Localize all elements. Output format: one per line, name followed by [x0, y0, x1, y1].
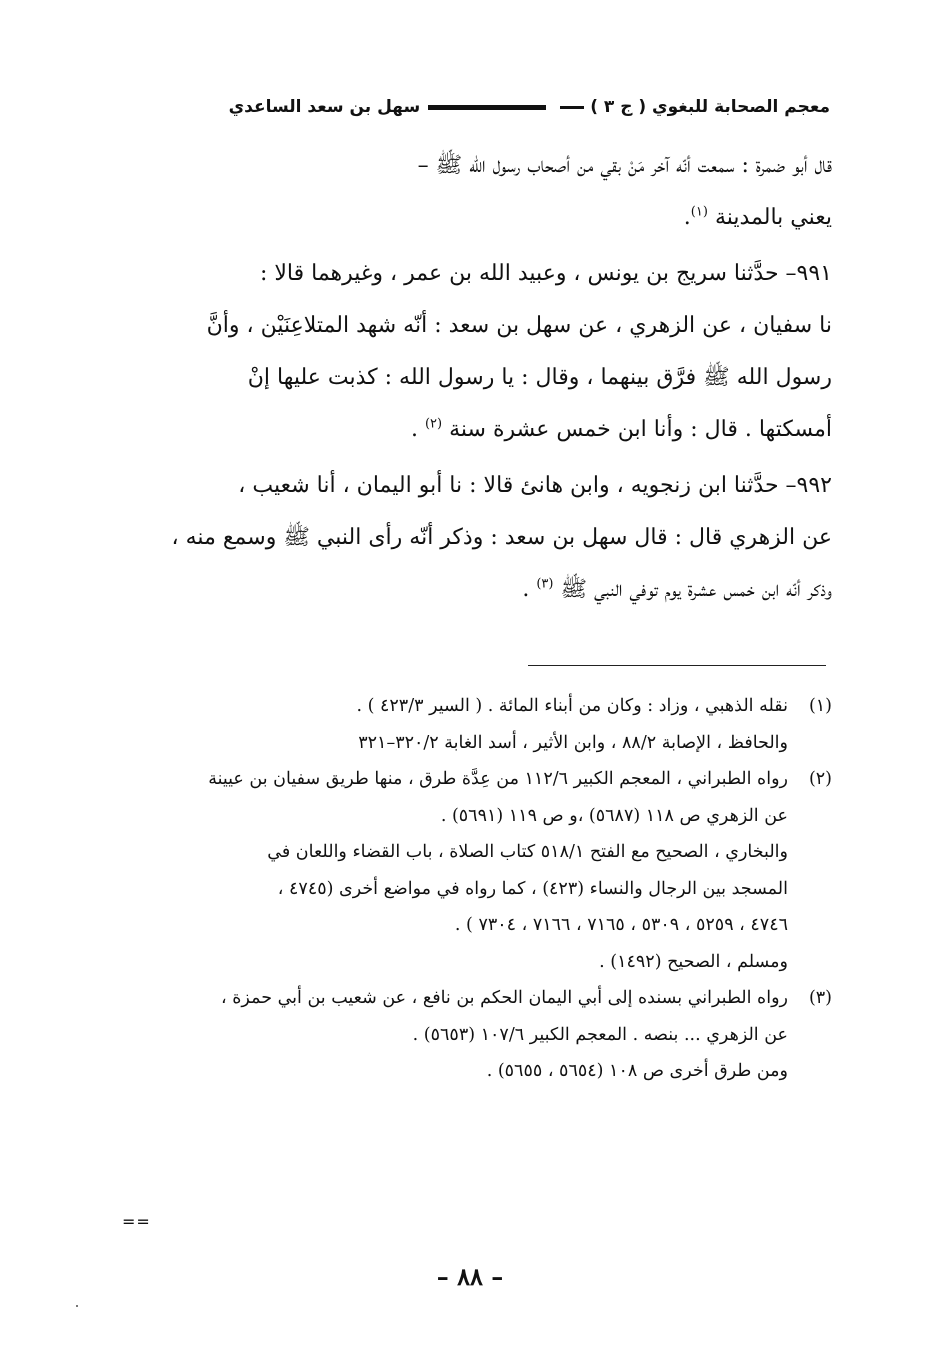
footnote-1: [110, 688, 832, 761]
footnote-line: [110, 980, 832, 1017]
header-book-title: معجم الصحابة للبغوي ( ج ٣ ): [590, 97, 830, 117]
header-section-title: سهل بن سعد الساعدي: [228, 97, 421, 117]
paragraph-992: [110, 460, 832, 616]
footnote-line: [110, 761, 832, 798]
footnotes: [110, 688, 832, 1090]
text-line: يعني بالمدينة $^{(١)}$.: [683, 204, 832, 230]
footnote-line: المسجد بين الرجال والنساء (٤٢٣) ، كما رواه في مواضع أخرى (٤٧٤٥ ،: [277, 878, 788, 899]
main-text: [110, 140, 832, 616]
page-number: – ٨٨ –: [436, 1262, 504, 1291]
header-rule-long: [428, 105, 546, 110]
text-line: قال أبو ضمرة : سمعت أنّه آخر مَنْ بقي من أصحاب رسول الله ﷺ –: [417, 153, 832, 178]
footnote-2: [110, 761, 832, 980]
text-line: عن الزهري قال : قال سهل بن سعد : وذكر أنّه رأى النبي ﷺ وسمع منه ،: [171, 525, 832, 550]
footnote-line: والحافظ ، الإصابة ٨٨/٢ ، وابن الأثير ، أسد الغابة ٣٢٠/٢–٣٢١: [358, 732, 788, 753]
footnote-line: ٤٧٤٦ ، ٥٢٥٩ ، ٥٣٠٩ ، ٧١٦٥ ، ٧١٦٦ ، ٧٣٠٤ ) .: [454, 915, 788, 935]
footnote-separator: [528, 665, 826, 666]
footnote-line: عن الزهري ص ١١٨ (٥٦٨٧) ،و ص ١١٩ (٥٦٩١) .: [440, 805, 788, 826]
footnote-ref-2[interactable]: (٢): [424, 416, 443, 432]
text-line: وذكر أنّه ابن خمس عشرة يوم توفي النبي ﷺ $^{(٣)}$ .: [522, 576, 832, 602]
text-line: أمسكتها . قال : وأنا ابن خمس عشرة سنة $^{(٢)}$ .: [410, 416, 832, 442]
text-line: ٩٩١– حدَّثنا سريج بن يونس ، وعبيد الله بن عمر ، وغيرهما قالا :: [259, 261, 832, 286]
paragraph-991: [110, 248, 832, 456]
footnote-text: رواه الطبراني ، المعجم الكبير ١١٢/٦ من عِدَّة طرق ، منها طريق سفيان بن عيينة: [208, 769, 788, 789]
footnote-number: (٣): [808, 988, 832, 1008]
footnote-line: عن الزهري ... بنصه . المعجم الكبير ١٠٧/٦ (٥٦٥٣) .: [412, 1024, 788, 1045]
footnote-line: [110, 688, 832, 725]
footnote-3: [110, 980, 832, 1090]
footnote-line: والبخاري ، الصحيح مع الفتح ٥١٨/١ كتاب الصلاة ، باب القضاء واللعان في: [267, 842, 788, 862]
footnote-text: نقله الذهبي ، وزاد : وكان من أبناء المائة . ( السير ٤٢٣/٣ ) .: [356, 696, 788, 716]
text-line: نا سفيان ، عن الزهري ، عن سهل بن سعد : أنّه شهد المتلاعِنَيْن ، وأنَّ: [206, 313, 832, 338]
scan-speck: [76, 1305, 78, 1307]
text-line: رسول الله ﷺ فرَّق بينهما ، وقال : يا رسول الله : كذبت عليها إنْ: [247, 365, 832, 390]
footnote-ref-1[interactable]: (١): [690, 204, 708, 220]
text-segment: وذكر أنّه ابن خمس عشرة يوم توفي النبي ﷺ: [560, 577, 832, 602]
header-rule-short: [560, 106, 584, 109]
text-segment: أمسكتها . قال : وأنا ابن خمس عشرة سنة: [449, 417, 832, 442]
text-line: ٩٩٢– حدَّثنا ابن زنجويه ، وابن هانئ قالا : نا أبو اليمان ، أنا شعيب ،: [238, 473, 832, 498]
running-header: [108, 92, 830, 122]
footnote-number: (٢): [808, 769, 832, 789]
continuation-mark: ==: [122, 1212, 151, 1231]
footnote-number: (١): [808, 696, 832, 716]
footnote-text: رواه الطبراني بسنده إلى أبي اليمان الحكم بن نافع ، عن شعيب بن أبي حمزة ،: [221, 988, 788, 1008]
footnote-ref-3[interactable]: (٣): [536, 576, 554, 592]
footnote-line: ومن طرق أخرى ص ١٠٨ (٥٦٥٤ ، ٥٦٥٥) .: [486, 1061, 788, 1081]
text-segment: يعني بالمدينة: [714, 205, 832, 230]
footnote-line: ومسلم ، الصحيح (١٤٩٢) .: [599, 951, 788, 972]
paragraph-1: [110, 140, 832, 244]
